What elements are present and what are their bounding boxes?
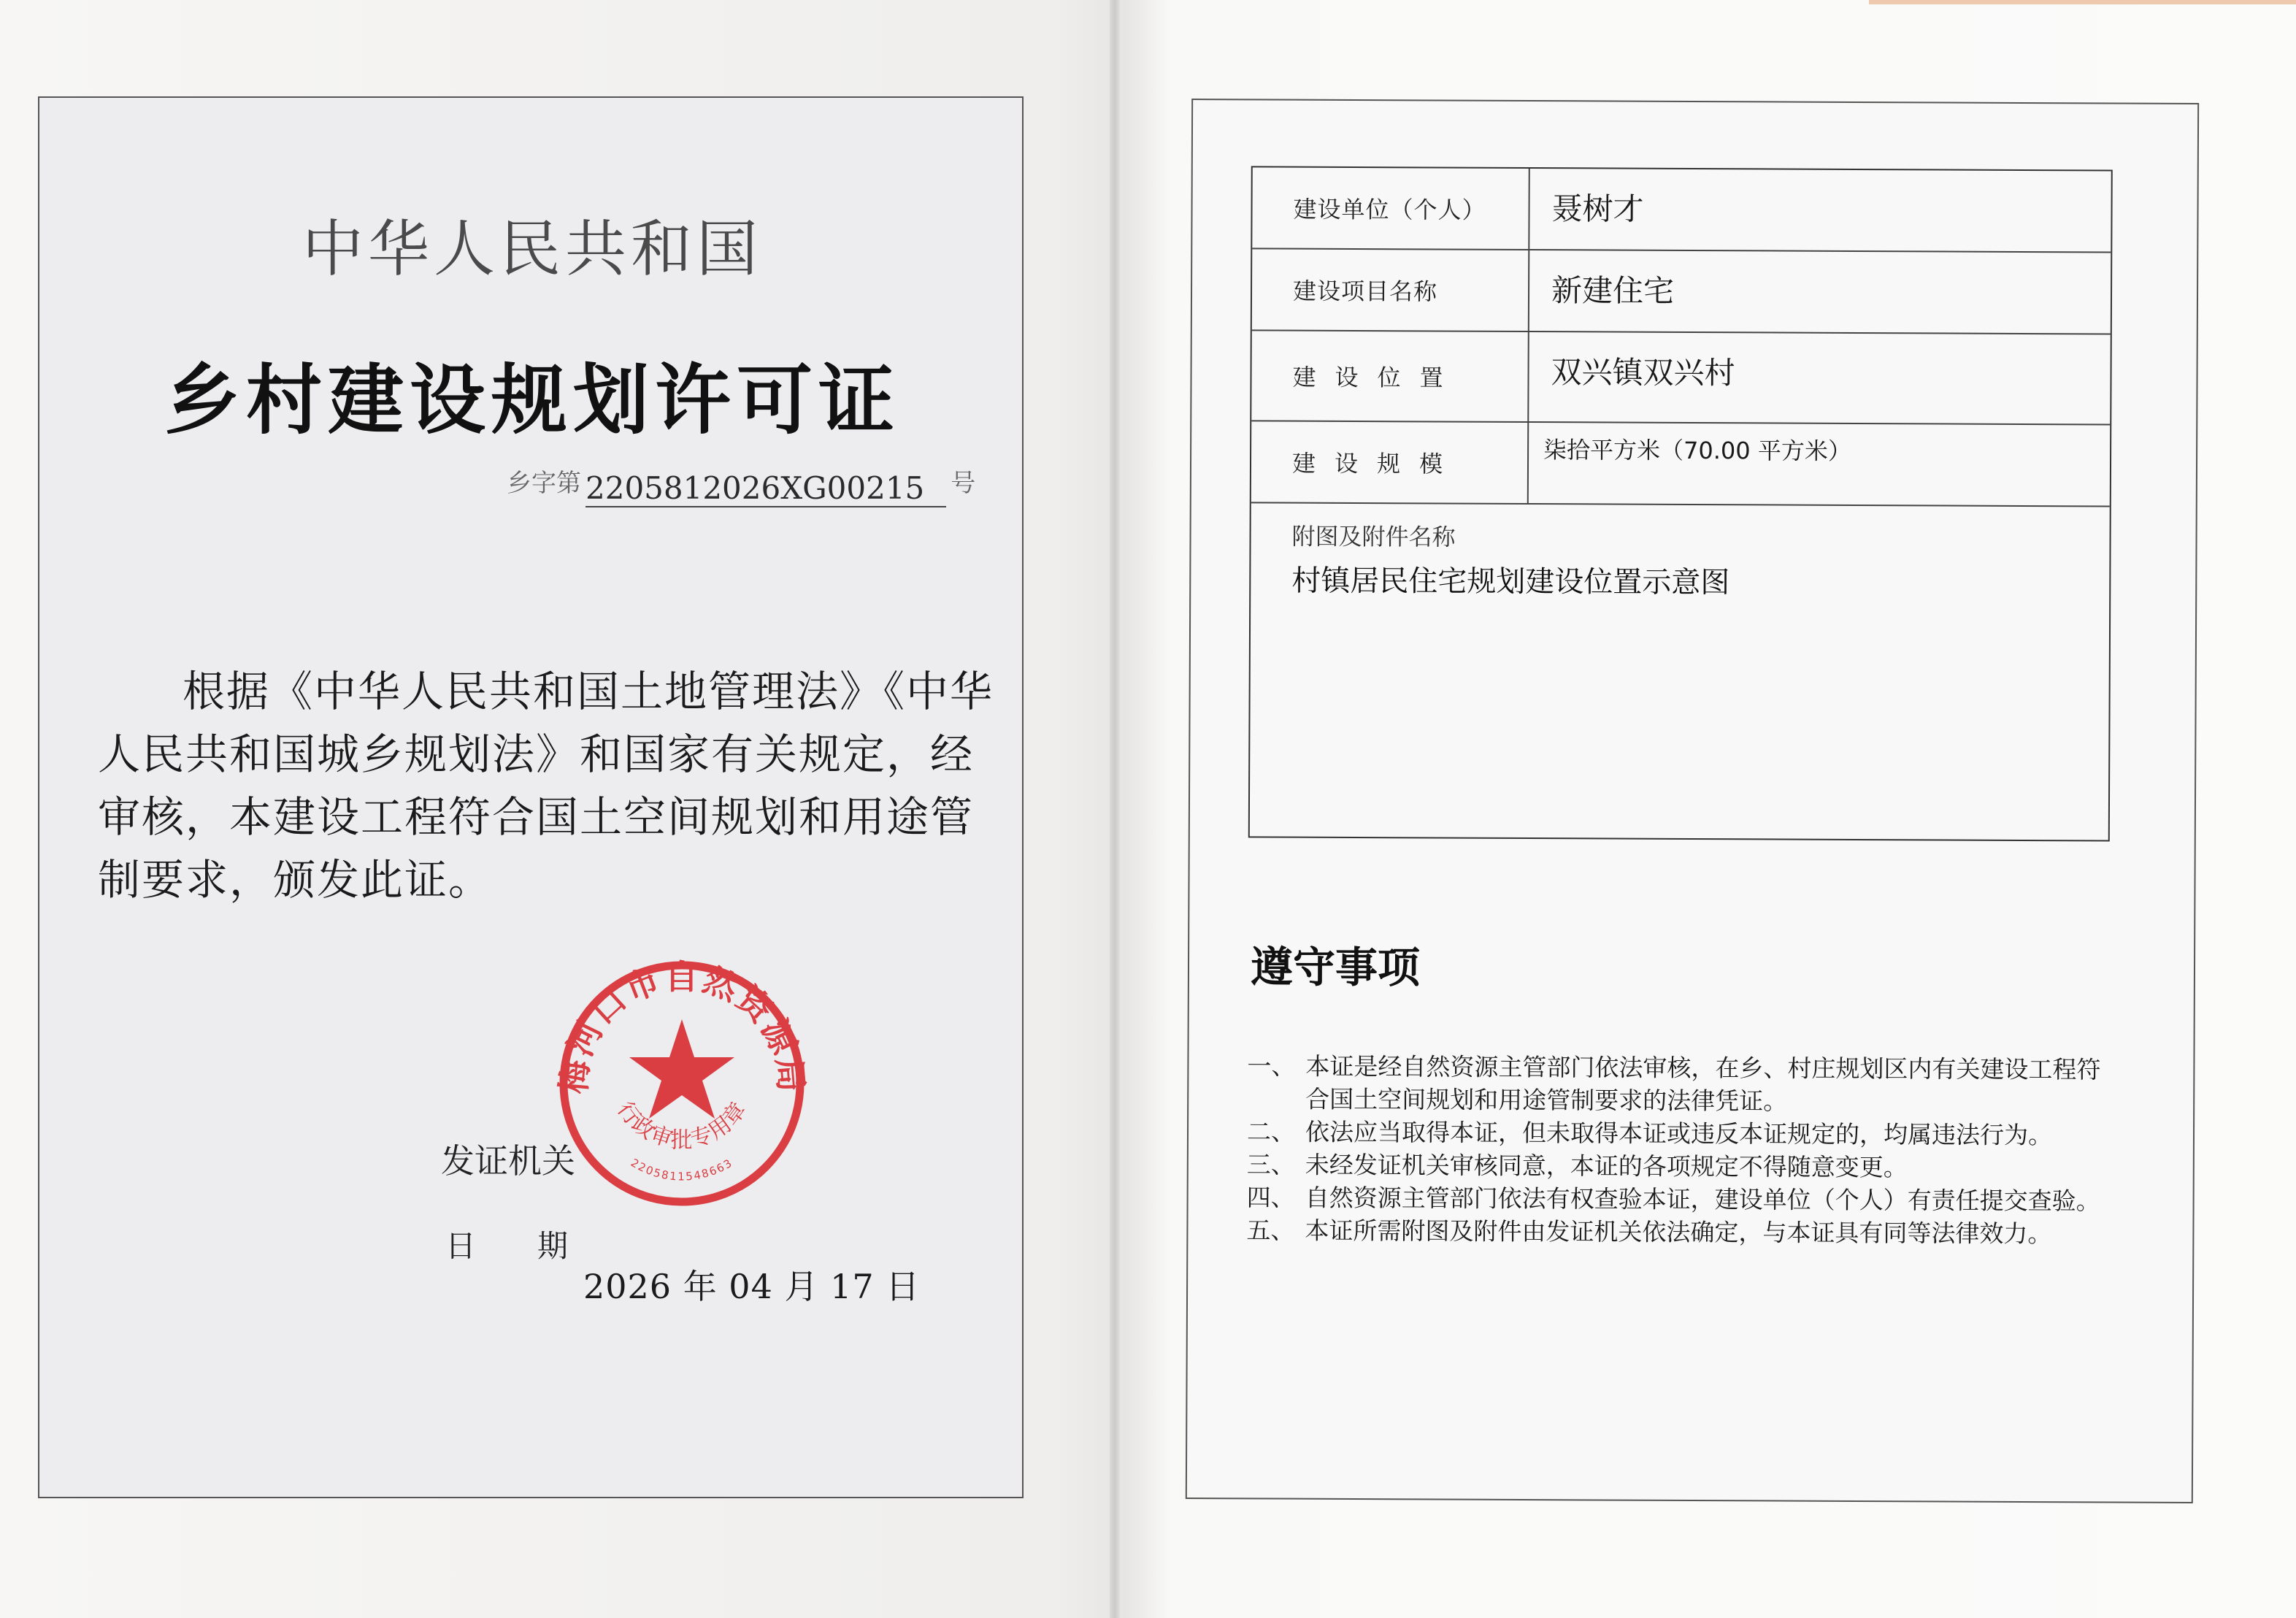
rule-text: 本证是经自然资源主管部门依法审核，在乡、村庄规划区内有关建设工程符合国土空间规划和用途管制要求的法律凭证。 bbox=[1305, 1051, 2101, 1116]
seal-code: 2205811548663 bbox=[628, 1156, 736, 1184]
rule-number: 四、 bbox=[1246, 1183, 1295, 1212]
legal-basis-text bbox=[98, 660, 1010, 911]
certificate-details-page bbox=[1186, 99, 2199, 1503]
svg-text:行政审批专用章 bbox=[612, 1097, 752, 1153]
list-item bbox=[1247, 1181, 2123, 1217]
rules-list bbox=[1246, 1049, 2123, 1250]
rule-text: 未经发证机关审核同意，本证的各项规定不得随意变更。 bbox=[1305, 1150, 1908, 1182]
star-icon bbox=[629, 1019, 734, 1119]
basis-text: 根据《中华人民共和国土地管理法》《中华人民共和国城乡规划法》和国家有关规定，经审核，本建设工程符合国土空间规划和用途管制要求，颁发此证。 bbox=[98, 667, 994, 905]
row-value: 双兴镇双兴村 bbox=[1551, 354, 1735, 391]
svg-text:2205811548663 bbox=[629, 1156, 735, 1183]
date-label: 日 期 bbox=[445, 1228, 569, 1264]
list-item bbox=[1247, 1049, 2123, 1119]
certificate-number bbox=[507, 463, 976, 506]
number-prefix: 乡字第 bbox=[507, 469, 581, 498]
certificate-title: 乡村建设规划许可证 bbox=[164, 356, 900, 445]
rule-number: 二、 bbox=[1246, 1117, 1296, 1146]
number-suffix: 号 bbox=[951, 469, 976, 498]
rule-number: 三、 bbox=[1246, 1150, 1295, 1179]
rule-text: 自然资源主管部门依法有权查验本证，建设单位（个人）有责任提交查验。 bbox=[1305, 1183, 2100, 1216]
number-value: 2205812026XG00215 bbox=[585, 470, 946, 507]
country-heading: 中华人民共和国 bbox=[302, 213, 762, 285]
attachment-label: 附图及附件名称 bbox=[1291, 522, 1456, 551]
rules-title: 遵守事项 bbox=[1250, 942, 1421, 993]
rule-number: 一、 bbox=[1247, 1051, 1296, 1081]
page-fold bbox=[1110, 0, 1120, 1618]
issuer-label: 发证机关 bbox=[441, 1141, 575, 1181]
list-item bbox=[1246, 1214, 2122, 1250]
row-value: 聂树才 bbox=[1551, 191, 1644, 227]
corner-accent bbox=[1869, 0, 2296, 4]
row-value: 柒拾平方米（70.00 平方米） bbox=[1543, 436, 1851, 465]
row-value: 新建住宅 bbox=[1551, 272, 1675, 309]
certificate-cover-page bbox=[38, 96, 1024, 1498]
table-row bbox=[1252, 167, 2111, 253]
rule-number: 五、 bbox=[1246, 1216, 1295, 1245]
row-label: 建设位置 bbox=[1251, 331, 1529, 421]
row-label: 建设单位（个人） bbox=[1252, 167, 1529, 249]
issue-date: 2026 年 04 月 17 日 bbox=[583, 1267, 921, 1306]
attachment-value: 村镇居民住宅规划建设位置示意图 bbox=[1291, 564, 1730, 600]
row-label: 建设项目名称 bbox=[1252, 249, 1529, 331]
row-label: 建设规模 bbox=[1251, 421, 1529, 503]
seal-inner-text: 行政审批专用章 bbox=[612, 1097, 752, 1154]
project-info-table bbox=[1248, 166, 2113, 841]
table-row bbox=[1252, 249, 2111, 334]
rule-text: 本证所需附图及附件由发证机关依法确定，与本证具有同等法律效力。 bbox=[1305, 1216, 2052, 1249]
table-row bbox=[1251, 421, 2110, 507]
table-row bbox=[1251, 331, 2111, 425]
rule-text: 依法应当取得本证，但未取得本证或违反本证规定的，均属违法行为。 bbox=[1305, 1117, 2053, 1150]
official-seal bbox=[550, 952, 813, 1215]
list-item bbox=[1247, 1148, 2123, 1184]
seal-outer-text: 梅河口市自然资源局 bbox=[553, 957, 812, 1096]
list-item bbox=[1247, 1115, 2123, 1151]
